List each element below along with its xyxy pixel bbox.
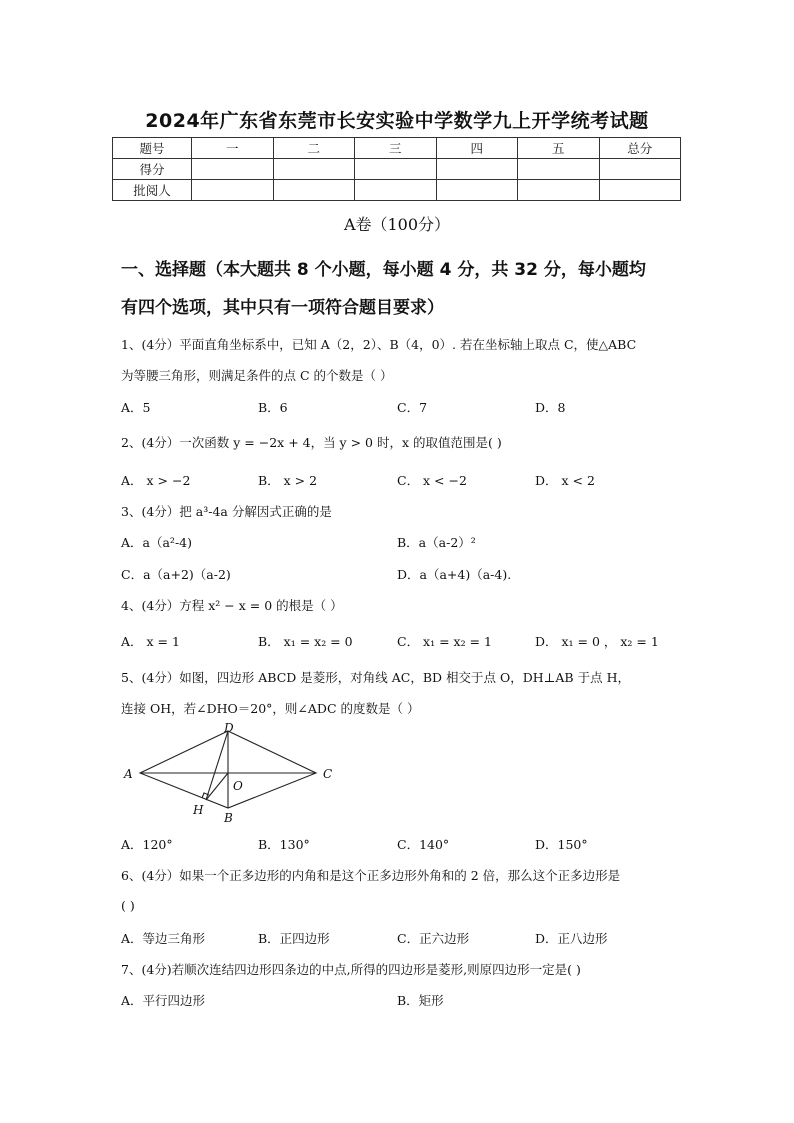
question-5-option-d[interactable]: D．150°: [535, 837, 588, 852]
paper-section-subtitle: A卷（100分）: [343, 215, 451, 234]
question-6-option-a[interactable]: A．等边三角形: [121, 931, 206, 946]
score-header-cell: 五: [518, 138, 600, 159]
question-3-option-a[interactable]: A．a（a²-4): [121, 535, 192, 550]
label-point-o: O: [233, 779, 243, 793]
score-header-cell: 总分: [599, 138, 681, 159]
question-6-option-d[interactable]: D．正八边形: [535, 931, 608, 946]
question-1-option-c[interactable]: C．7: [397, 400, 428, 415]
score-header-cell: 题号: [113, 138, 192, 159]
question-1-stem-cont: 为等腰三角形，则满足条件的点 C 的个数是（ ）: [121, 368, 393, 383]
question-4-option-a[interactable]: A． x = 1: [121, 634, 180, 649]
score-cell[interactable]: [273, 159, 355, 180]
score-cell[interactable]: [599, 180, 681, 201]
question-1-option-b[interactable]: B．6: [258, 400, 288, 415]
score-table-row: [113, 159, 681, 180]
label-point-a: A: [124, 767, 133, 781]
question-4-stem: 4、(4分）方程 x² − x = 0 的根是（ ）: [121, 598, 343, 613]
question-3-option-c[interactable]: C．a（a+2)（a-2): [121, 567, 231, 582]
question-5-option-a[interactable]: A．120°: [121, 837, 173, 852]
score-row-label: 批阅人: [113, 180, 192, 201]
question-3-option-b[interactable]: B．a（a-2）²: [397, 535, 476, 550]
question-1-stem: 1、(4分）平面直角坐标系中，已知 A（2，2）、B（4，0）. 若在坐标轴上取点 C，使△ABC: [121, 337, 637, 352]
question-2-option-d[interactable]: D． x < 2: [535, 473, 595, 488]
score-row-label: 得分: [113, 159, 192, 180]
question-7-option-b[interactable]: B．矩形: [397, 993, 444, 1008]
question-2-stem: 2、(4分）一次函数 y = −2x + 4，当 y > 0 时，x 的取值范围是( ): [121, 435, 502, 450]
question-3-option-d[interactable]: D．a（a+4)（a-4).: [397, 567, 512, 582]
score-table: [112, 137, 681, 201]
label-point-d: D: [224, 722, 234, 735]
score-cell[interactable]: [192, 180, 274, 201]
question-6-stem-cont: ( ): [121, 898, 135, 913]
score-header-cell: 二: [273, 138, 355, 159]
question-5-stem: 5、(4分）如图，四边形 ABCD 是菱形，对角线 AC，BD 相交于点 O，DH⊥AB 于点 H，: [121, 670, 630, 685]
label-point-h: H: [193, 803, 204, 817]
segment-oh: [206, 773, 228, 800]
question-6-option-b[interactable]: B．正四边形: [258, 931, 330, 946]
score-header-cell: 一: [192, 138, 274, 159]
segment-dh: [206, 731, 228, 800]
label-point-c: C: [323, 767, 333, 781]
question-7-stem: 7、(4分)若顺次连结四边形四条边的中点,所得的四边形是菱形,则原四边形一定是( ): [121, 962, 581, 977]
question-4-option-d[interactable]: D． x₁ = 0 ， x₂ = 1: [535, 634, 659, 649]
score-cell[interactable]: [192, 159, 274, 180]
question-6-stem: 6、(4分）如果一个正多边形的内角和是这个正多边形外角和的 2 倍，那么这个正多边形是: [121, 868, 621, 883]
score-header-cell: 三: [355, 138, 437, 159]
question-4-option-c[interactable]: C． x₁ = x₂ = 1: [397, 634, 492, 649]
question-4-option-b[interactable]: B． x₁ = x₂ = 0: [258, 634, 353, 649]
score-cell[interactable]: [273, 180, 355, 201]
score-table-header-row: [113, 138, 681, 159]
score-cell[interactable]: [436, 180, 518, 201]
question-1-option-d[interactable]: D．8: [535, 400, 566, 415]
score-table-row: [113, 180, 681, 201]
question-2-option-b[interactable]: B． x > 2: [258, 473, 318, 488]
page-title: 2024年广东省东莞市长安实验中学数学九上开学统考试题: [145, 110, 649, 132]
section-heading: 一、选择题（本大题共 8 个小题，每小题 4 分，共 32 分，每小题均: [121, 260, 646, 280]
score-header-cell: 四: [436, 138, 518, 159]
question-1-option-a[interactable]: A．5: [121, 400, 151, 415]
question-2-option-c[interactable]: C． x < −2: [397, 473, 467, 488]
question-7-option-a[interactable]: A．平行四边形: [121, 993, 206, 1008]
score-cell[interactable]: [355, 159, 437, 180]
question-6-option-c[interactable]: C．正六边形: [397, 931, 470, 946]
question-5-option-b[interactable]: B．130°: [258, 837, 310, 852]
score-cell[interactable]: [518, 159, 600, 180]
label-point-b: B: [224, 811, 233, 825]
score-cell[interactable]: [599, 159, 681, 180]
score-cell[interactable]: [355, 180, 437, 201]
score-cell[interactable]: [436, 159, 518, 180]
question-5-stem-cont: 连接 OH，若∠DHO＝20°，则∠ADC 的度数是（ ）: [121, 701, 420, 716]
section-heading-cont: 有四个选项，其中只有一项符合题目要求）: [121, 298, 444, 318]
question-3-stem: 3、(4分）把 a³-4a 分解因式正确的是: [121, 504, 332, 519]
question-5-option-c[interactable]: C．140°: [397, 837, 450, 852]
rhombus-figure: [118, 722, 343, 826]
score-cell[interactable]: [518, 180, 600, 201]
question-2-option-a[interactable]: A． x > −2: [121, 473, 191, 488]
